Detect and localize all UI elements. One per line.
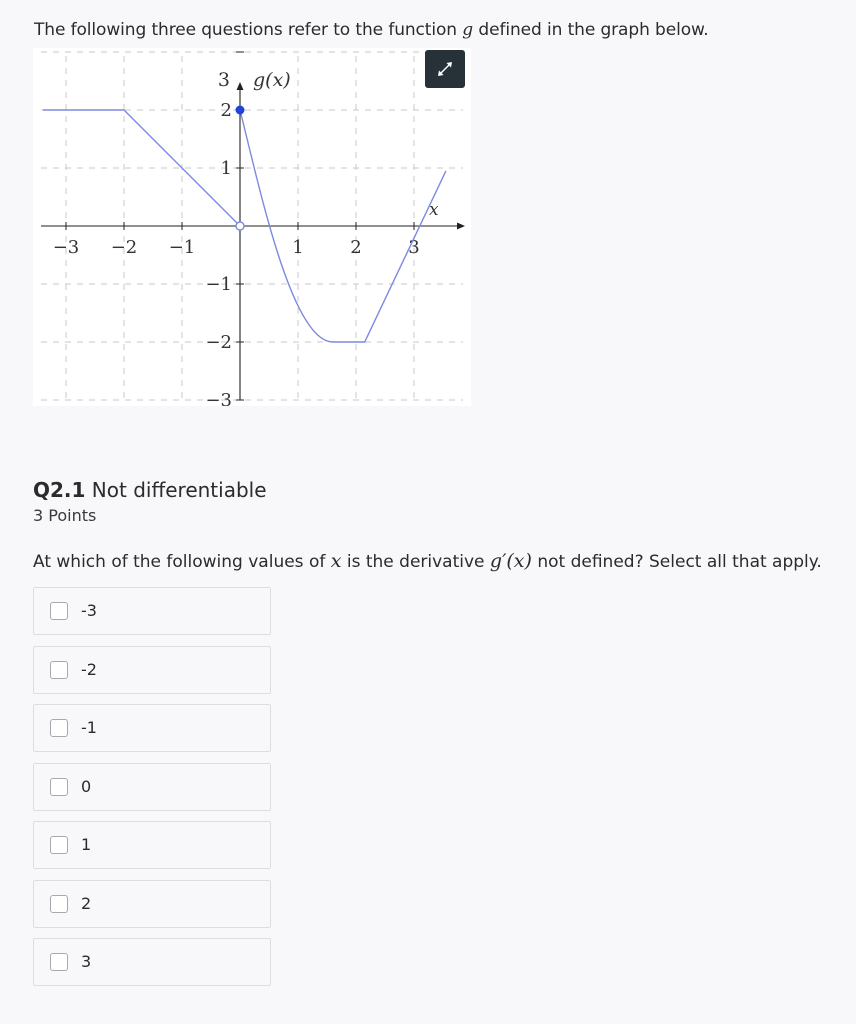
question-number: Q2.1 [33, 478, 86, 502]
expand-arrows-icon [425, 50, 465, 88]
y-axis-arrow-icon [237, 82, 244, 90]
axis-tick-labels [53, 52, 420, 406]
x-tick-label: −1 [168, 237, 196, 258]
option-1[interactable] [33, 821, 271, 869]
prompt-variable: x [330, 550, 342, 572]
option-neg3[interactable] [33, 587, 271, 635]
intro-suffix: defined in the graph below. [478, 20, 709, 40]
function-graph [33, 48, 471, 406]
x-tick-label: 1 [292, 237, 304, 258]
y-tick-label: 2 [220, 100, 232, 121]
option-label: 2 [81, 893, 92, 913]
y-tick-label: 1 [220, 158, 232, 179]
x-tick-label: −3 [52, 237, 80, 258]
option-label: -2 [81, 659, 97, 679]
intro-text [34, 20, 709, 40]
question-prompt [33, 550, 822, 572]
y-tick-label-3-top: 3 [217, 69, 230, 91]
prompt-derivative: g′(x) [489, 550, 532, 572]
y-tick-label: −2 [205, 332, 232, 353]
x-axis-arrow-icon [457, 223, 465, 230]
checkbox[interactable] [50, 895, 68, 913]
checkbox[interactable] [50, 836, 68, 854]
checkbox[interactable] [50, 661, 68, 679]
y-tick-label: −3 [205, 390, 232, 406]
graph-title: g(x) [253, 69, 291, 91]
graph-svg [33, 48, 471, 406]
x-tick-label: −2 [110, 237, 138, 258]
answer-options [33, 587, 273, 997]
y-tick-label: −1 [205, 274, 232, 295]
question-title [33, 478, 267, 502]
option-neg2[interactable] [33, 646, 271, 694]
intro-function-name: g [462, 20, 474, 40]
closed-point [236, 106, 245, 115]
option-label: -1 [81, 718, 97, 737]
prompt-suffix: not defined? Select all that apply. [537, 552, 822, 572]
intro-prefix: The following three questions refer to the function [34, 20, 457, 40]
prompt-prefix: At which of the following values of [33, 552, 326, 572]
checkbox[interactable] [50, 953, 68, 971]
option-0[interactable] [33, 763, 271, 811]
option-label: 0 [81, 776, 92, 796]
option-2[interactable] [33, 880, 271, 928]
function-curve [43, 106, 446, 343]
checkbox[interactable] [50, 602, 68, 620]
checkbox[interactable] [50, 778, 68, 796]
option-neg1[interactable] [33, 704, 271, 752]
x-tick-label: 3 [408, 237, 420, 258]
checkbox[interactable] [50, 719, 68, 737]
prompt-mid: is the derivative [346, 552, 485, 572]
x-tick-label: 2 [350, 237, 362, 258]
question-points: 3 Points [33, 506, 97, 525]
option-label: 3 [81, 952, 92, 971]
option-label: 1 [81, 835, 92, 854]
question-title-text: Not differentiable [91, 478, 267, 502]
expand-graph-button[interactable] [425, 50, 465, 88]
option-3[interactable] [33, 938, 271, 986]
x-axis-label: x [429, 200, 439, 220]
option-label: -3 [81, 601, 97, 620]
graph-axes [41, 82, 465, 400]
open-point [236, 222, 244, 230]
